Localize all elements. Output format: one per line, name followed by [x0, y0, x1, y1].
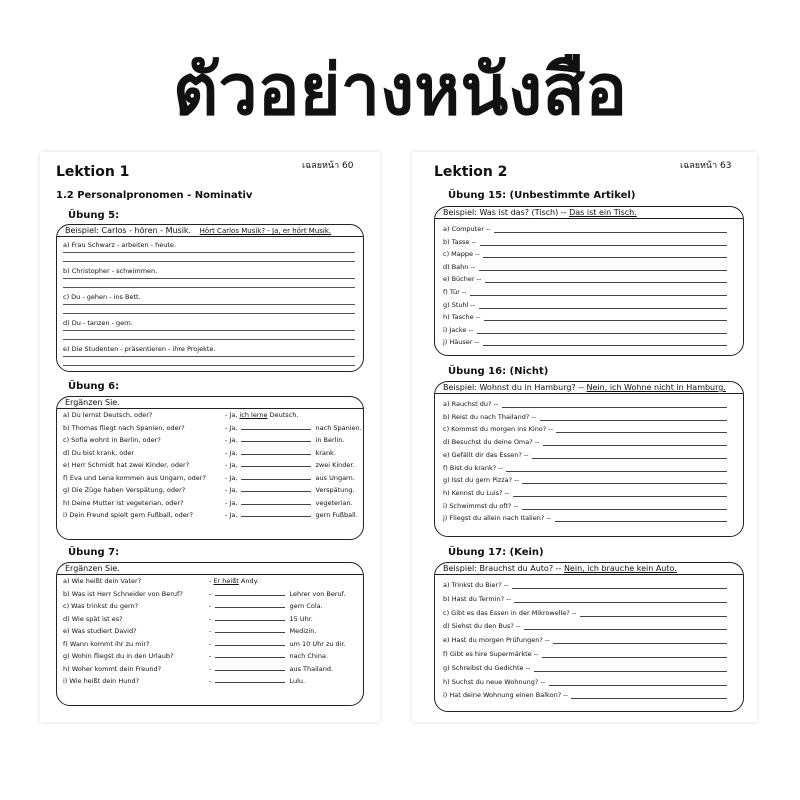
answer-suffix: krank.: [313, 448, 336, 457]
exercise-item: d) Siehst du den Bus? --: [443, 622, 521, 631]
exercise-question: f) Eva und Lena kommen aus Ungarn, oder?: [63, 473, 206, 482]
exercise-answer: [225, 411, 298, 419]
writing-line: [63, 330, 355, 331]
answer-suffix: vegeterian.: [313, 498, 353, 507]
writing-line: [494, 232, 727, 233]
exercise-item: i) Jacke --: [443, 325, 474, 334]
answer-filled: Er heißt: [213, 577, 239, 585]
answer-prefix: -: [209, 627, 214, 635]
writing-line: [483, 345, 727, 346]
blank-line: [215, 665, 285, 671]
writing-line: [549, 685, 727, 686]
exercise-question: d) Wie spät ist es?: [63, 614, 123, 623]
exercise-15-title: Übung 15: (Unbestimmte Artikel): [448, 190, 636, 201]
writing-line: [470, 295, 727, 296]
answer-suffix: Deutsch.: [267, 411, 299, 419]
exercise-answer: [209, 640, 346, 648]
writing-line: [506, 471, 727, 472]
answer-suffix: Andy.: [238, 577, 259, 585]
exercise-7-title: Übung 7:: [68, 547, 120, 558]
answer-suffix: gern Fußball.: [313, 511, 358, 519]
exercise-question: g) Die Züge haben Verspätung, oder?: [63, 486, 186, 494]
exercise-7-box: [56, 562, 364, 706]
exercise-question: e) Herr Schmidt hat zwei Kinder, oder?: [63, 461, 190, 469]
headline: ตัวอย่างหนังสือ: [172, 49, 628, 131]
exercise-item: g) Schreibst du Gedichte --: [443, 663, 531, 672]
writing-line: [543, 445, 727, 446]
answer-suffix: in Berlin.: [313, 436, 345, 444]
exercise-17-title: Übung 17: (Kein): [448, 547, 544, 558]
writing-line: [540, 420, 727, 421]
writing-line: [522, 483, 727, 484]
exercise-item: g) Stuhl --: [443, 300, 476, 309]
example-prompt: Beispiel: Brauchst du Auto? --: [443, 564, 562, 573]
exercise-item: e) Bücher --: [443, 275, 482, 284]
exercise-item: b) Hast du Termin? --: [443, 594, 511, 603]
writing-line: [63, 313, 355, 314]
answer-suffix: Verspätung.: [313, 486, 355, 494]
exercise-answer: [225, 449, 336, 457]
writing-line: [502, 407, 727, 408]
exercise-question: c) Sofia wohnt in Berlin, oder?: [63, 436, 161, 444]
answer-page-ref: เฉลยหน้า 63: [680, 161, 732, 171]
exercise-item: i) Hat deine Wohnung einen Balkon? --: [443, 691, 568, 700]
writing-line: [485, 282, 727, 283]
writing-line: [542, 657, 727, 658]
exercise-item: c) Mappe --: [443, 250, 480, 259]
answer-prefix: -: [209, 677, 214, 685]
answer-suffix: um 10 Uhr zu dir.: [287, 639, 346, 648]
exercise-answer: [209, 627, 316, 635]
exercise-item: j) Fliegst du allein nach Italien? --: [443, 514, 552, 523]
answer-suffix: nach Spanien.: [313, 423, 362, 432]
writing-line: [484, 320, 727, 321]
writing-line: [483, 257, 727, 258]
answer-prefix: -: [209, 602, 214, 610]
exercise-5-title: Übung 5:: [68, 210, 120, 221]
blank-line: [215, 602, 285, 608]
writing-line: [534, 671, 727, 672]
writing-line: [477, 333, 727, 334]
exercise-question: i) Dein Freund spielt gern Fußball, oder?: [63, 511, 193, 519]
exercise-question: f) Wann kommt ihr zu mir?: [63, 639, 150, 648]
exercise-question: i) Wie heißt dein Hund?: [63, 677, 140, 685]
writing-line: [571, 698, 727, 699]
exercise-item: e) Die Studenten - präsentieren - ihre Projekte.: [63, 345, 216, 353]
exercise-item: f) Gibt es hire Supermärkte --: [443, 650, 539, 658]
blank-line: [241, 461, 311, 467]
exercise-6-instruction: Ergänzen Sie.: [57, 397, 363, 409]
writing-line: [63, 365, 355, 366]
exercise-15-example: [435, 207, 743, 219]
exercise-answer: [225, 436, 344, 444]
answer-suffix: Lehrer von Beruf.: [287, 589, 346, 598]
answer-prefix: - Ja,: [225, 411, 240, 419]
answer-suffix: gern Cola.: [287, 602, 323, 610]
answer-page-ref: เฉลยหน้า 60: [302, 161, 354, 171]
exercise-item: a) Frau Schwarz - arbeiten - heute.: [63, 241, 176, 249]
example-prompt: Beispiel: Carlos - hören - Musik.: [65, 226, 192, 235]
writing-line: [524, 629, 727, 630]
blank-line: [215, 677, 285, 683]
exercise-item: b) Tasse --: [443, 237, 477, 246]
exercise-question: h) Woher kommt dein Freund?: [63, 664, 162, 673]
exercise-5-box: [56, 224, 364, 372]
answer-prefix: - Ja,: [225, 436, 240, 444]
exercise-item: c) Kommst du morgen ins Kino? --: [443, 425, 553, 434]
exercise-item: j) Häuser --: [443, 338, 480, 347]
exercise-item: i) Schwimmst du oft? --: [443, 501, 519, 510]
answer-prefix: -: [209, 577, 214, 585]
exercise-7-instruction: Ergänzen Sie.: [57, 563, 363, 575]
blank-line: [215, 640, 285, 646]
exercise-answer: [225, 486, 355, 494]
writing-line: [479, 308, 727, 309]
writing-line: [63, 287, 355, 288]
exercise-5-example: [57, 225, 363, 237]
exercise-6-box: [56, 396, 364, 540]
exercise-item: c) Gibt es das Essen in der Mikrowelle? --: [443, 608, 577, 617]
writing-line: [63, 252, 355, 253]
exercise-answer: [209, 677, 305, 685]
exercise-16-box: [434, 381, 744, 537]
exercise-answer: [225, 424, 362, 432]
worksheet-page-left: [40, 152, 380, 722]
exercise-answer: [209, 590, 346, 598]
exercise-answer: [225, 511, 358, 519]
answer-prefix: - Ja,: [225, 461, 240, 469]
exercise-answer: [209, 652, 328, 660]
writing-line: [532, 458, 727, 459]
answer-prefix: -: [209, 664, 214, 673]
answer-prefix: -: [209, 589, 214, 598]
exercise-item: e) Gefällt dir das Essen? --: [443, 450, 529, 459]
writing-line: [63, 304, 355, 305]
exercise-item: e) Hast du morgen Prüfungen? --: [443, 636, 550, 645]
writing-line: [63, 339, 355, 340]
writing-line: [556, 432, 727, 433]
exercise-item: d) Besuchst du deine Oma? --: [443, 438, 540, 447]
writing-line: [63, 278, 355, 279]
exercise-question: g) Wohin fliegst du in den Urlaub?: [63, 652, 174, 660]
exercise-item: d) Du - tanzen - gern.: [63, 319, 133, 327]
exercise-item: b) Reist du nach Thailand? --: [443, 412, 537, 421]
answer-prefix: - Ja,: [225, 448, 240, 457]
exercise-16-title: Übung 16: (Nicht): [448, 366, 549, 377]
exercise-15-box: [434, 206, 744, 356]
writing-line: [480, 245, 727, 246]
blank-line: [215, 615, 285, 621]
answer-suffix: Lulu.: [287, 677, 306, 685]
blank-line: [215, 652, 285, 658]
answer-prefix: -: [209, 614, 214, 623]
exercise-item: h) Kennst du Luis? --: [443, 488, 510, 497]
exercise-answer: [225, 461, 355, 469]
answer-suffix: zwei Kinder.: [313, 461, 355, 469]
exercise-item: a) Computer --: [443, 225, 491, 233]
exercise-6-title: Übung 6:: [68, 381, 120, 392]
answer-prefix: -: [209, 639, 214, 648]
exercise-item: a) Trinkst du Bier? --: [443, 581, 509, 589]
writing-line: [553, 643, 727, 644]
writing-line: [63, 261, 355, 262]
exercise-answer: [209, 615, 313, 623]
answer-prefix: - Ja,: [225, 486, 240, 494]
exercise-question: d) Du bist krank, oder: [63, 448, 135, 457]
answer-prefix: -: [209, 652, 214, 660]
exercise-item: g) Isst du gern Pizza? --: [443, 476, 519, 485]
example-answer: Hört Carlos Musik? - Ja, er hört Musik.: [199, 227, 332, 235]
example-answer: Nein, ich Wohne nicht in Hamburg.: [586, 383, 726, 392]
blank-line: [241, 499, 311, 505]
section-subtitle: 1.2 Personalpronomen - Nominativ: [56, 190, 253, 201]
answer-suffix: nach China.: [287, 652, 328, 660]
exercise-answer: [209, 577, 259, 585]
writing-line: [512, 588, 727, 589]
writing-line: [63, 356, 355, 357]
blank-line: [241, 511, 311, 517]
exercise-item: h) Tasche --: [443, 313, 481, 322]
exercise-item: f) Bist du krank? --: [443, 463, 503, 472]
exercise-item: f) Tür --: [443, 288, 467, 296]
blank-line: [241, 449, 311, 455]
worksheet-page-right: [412, 152, 757, 722]
answer-prefix: - Ja,: [225, 423, 240, 432]
exercise-question: c) Was trinkst du gern?: [63, 602, 139, 610]
exercise-question: b) Was ist Herr Schneider von Beruf?: [63, 589, 183, 598]
exercise-question: a) Du lernst Deutsch, oder?: [63, 411, 153, 419]
exercise-answer: [225, 474, 355, 482]
lektion-title: Lektion 1: [56, 164, 130, 180]
writing-line: [479, 270, 727, 271]
exercise-item: d) Bahn --: [443, 262, 476, 271]
exercise-question: b) Thomas fliegt nach Spanien, oder?: [63, 423, 185, 432]
blank-line: [215, 627, 285, 633]
exercise-17-box: [434, 562, 744, 712]
blank-line: [241, 424, 311, 430]
answer-filled: ich lerne: [239, 411, 268, 419]
exercise-item: h) Suchst du neue Wohnung? --: [443, 677, 546, 686]
exercise-17-example: [435, 563, 743, 575]
exercise-item: c) Du - gehen - ins Bett.: [63, 293, 141, 301]
blank-line: [241, 436, 311, 442]
writing-line: [522, 509, 727, 510]
exercise-question: h) Deine Mutter ist vegeterian, oder?: [63, 498, 184, 507]
answer-suffix: Medizin.: [287, 627, 317, 635]
exercise-item: b) Christopher - schwimmen.: [63, 267, 158, 275]
example-prompt: Beispiel: Was ist das? (Tisch) --: [443, 208, 567, 217]
blank-line: [241, 474, 311, 480]
blank-line: [241, 486, 311, 492]
blank-line: [215, 590, 285, 596]
answer-prefix: - Ja,: [225, 511, 240, 519]
exercise-question: a) Wie heißt dein Vater?: [63, 577, 142, 585]
example-prompt: Beispiel: Wohnst du in Hamburg? --: [443, 383, 584, 392]
example-answer: Das ist ein Tisch.: [569, 208, 637, 217]
writing-line: [555, 521, 727, 522]
exercise-answer: [209, 665, 333, 673]
writing-line: [513, 496, 727, 497]
writing-line: [580, 616, 727, 617]
lektion-title: Lektion 2: [434, 164, 508, 180]
answer-prefix: - Ja,: [225, 473, 240, 482]
answer-suffix: 15 Uhr.: [287, 614, 313, 623]
answer-suffix: aus Ungarn.: [313, 473, 355, 482]
exercise-answer: [225, 499, 353, 507]
exercise-item: a) Rauchst du? --: [443, 400, 499, 408]
exercise-question: e) Was studiert David?: [63, 627, 137, 635]
example-answer: Nein, ich brauche kein Auto.: [563, 564, 677, 573]
answer-prefix: - Ja,: [225, 498, 240, 507]
answer-suffix: aus Thailand.: [287, 664, 334, 673]
writing-line: [514, 602, 727, 603]
exercise-answer: [209, 602, 323, 610]
exercise-16-example: [435, 382, 743, 394]
